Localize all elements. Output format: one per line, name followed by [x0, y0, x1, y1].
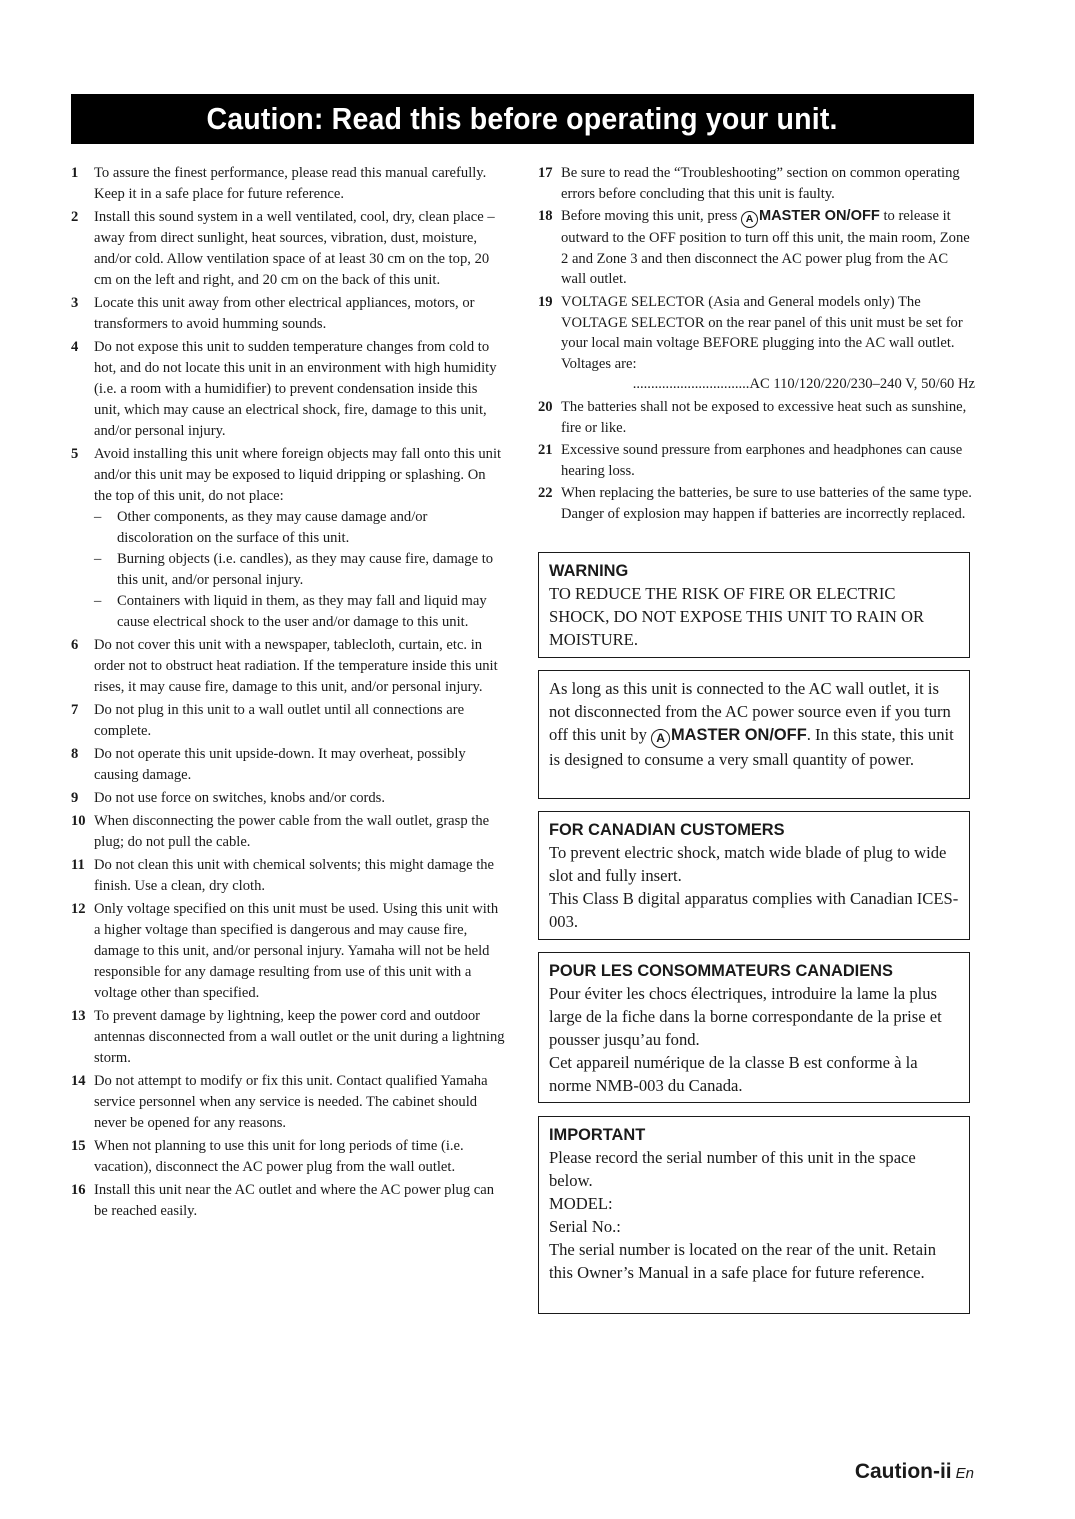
sub-item	[94, 591, 505, 633]
page-title-banner	[71, 94, 974, 144]
serial-field: Serial No.:	[549, 1217, 621, 1236]
caution-item-16	[71, 1180, 505, 1222]
caution-item-22	[538, 483, 975, 524]
sub-item-text: Other components, as they may cause damage and/or discoloration on the surface of this unit.	[117, 509, 428, 546]
item-text: VOLTAGE SELECTOR (Asia and General models only) The VOLTAGE SELECTOR on the rear panel of this unit must be set for your local main voltage BEFORE plugging into the AC wall outlet. Voltages are:	[561, 293, 963, 372]
canadian-text-1: To prevent electric shock, match wide blade of plug to wide slot and fully insert.	[549, 843, 947, 885]
right-column	[538, 163, 975, 527]
item-text: Do not attempt to modify or fix this unit. Contact qualified Yamaha service personnel when any service is needed. The cabinet should never be opened for any reasons.	[94, 1073, 488, 1131]
standby-power-box	[538, 670, 970, 799]
voltage-list: ................................AC 110/120/220/230–240 V, 50/60 Hz	[632, 376, 975, 393]
sub-item-text: Containers with liquid in them, as they may fall and liquid may cause electrical shock to the user and/or damage to this unit.	[117, 593, 487, 630]
item-text: Excessive sound pressure from earphones and headphones can cause hearing loss.	[561, 442, 963, 479]
caution-item-7	[71, 700, 505, 742]
page-title: Caution: Read this before operating your unit.	[206, 101, 839, 136]
caution-item-11	[71, 855, 505, 897]
caution-item-8	[71, 744, 505, 786]
sub-item-text: Burning objects (i.e. candles), as they may cause fire, damage to this unit, and/or personal injury.	[117, 551, 494, 588]
french-title: POUR LES CONSOMMATEURS CANADIENS	[549, 962, 893, 980]
item-text: When replacing the batteries, be sure to use batteries of the same type. Danger of explosion may happen if batteries are incorrectly replaced.	[561, 485, 972, 522]
item-number: 20	[538, 398, 553, 415]
sub-item	[94, 507, 505, 549]
caution-item-9	[71, 788, 505, 809]
warning-title: WARNING	[549, 562, 629, 580]
left-column	[71, 163, 505, 1224]
warning-box	[538, 552, 970, 658]
item-number: 14	[71, 1073, 86, 1089]
item-number: 2	[71, 209, 79, 225]
circled-a-icon: A	[651, 729, 670, 748]
canadian-customers-box	[538, 811, 970, 940]
dash-bullet: –	[94, 593, 102, 609]
item-text: Install this sound system in a well ventilated, cool, dry, clean place – away from direct sunlight, heat sources, vibration, dust, moisture, and/or cold. Allow ventilation space of at least 30 cm on the top, 20 cm on the left and right, and 20 cm on the back of this unit.	[94, 209, 495, 288]
warning-text: TO REDUCE THE RISK OF FIRE OR ELECTRIC SHOCK, DO NOT EXPOSE THIS UNIT TO RAIN OR MOISTURE.	[549, 584, 925, 649]
item-text: Be sure to read the “Troubleshooting” section on common operating errors before concluding that this unit is faulty.	[561, 165, 960, 202]
item-number: 8	[71, 746, 79, 762]
caution-item-6	[71, 635, 505, 698]
caution-item-1	[71, 163, 505, 205]
item-number: 11	[71, 857, 85, 873]
french-canadian-box	[538, 952, 970, 1103]
caution-item-3	[71, 293, 505, 335]
item-number: 19	[538, 293, 553, 310]
item-text: To assure the finest performance, please read this manual carefully. Keep it in a safe place for future reference.	[94, 165, 487, 202]
item-number: 17	[538, 165, 553, 181]
caution-item-21	[538, 440, 975, 481]
page-number: Caution-ii	[854, 1460, 952, 1483]
master-on-off-label: MASTER ON/OFF	[758, 208, 880, 225]
page-footer	[855, 1460, 974, 1484]
canadian-title: FOR CANADIAN CUSTOMERS	[549, 821, 785, 839]
circled-a-icon: A	[741, 211, 758, 228]
item-text: Do not operate this unit upside-down. It may overheat, possibly causing damage.	[94, 746, 466, 783]
model-field: MODEL:	[549, 1194, 613, 1213]
important-text-2: The serial number is located on the rear of the unit. Retain this Owner’s Manual in a safe place for future reference.	[549, 1240, 937, 1282]
important-title: IMPORTANT	[549, 1126, 646, 1144]
item-text: Do not expose this unit to sudden temperature changes from cold to hot, and do not locate this unit in an environment with high humidity (i.e. a room with a humidifier) to prevent condensation inside this unit, which may cause an electrical shock, fire, damage to this unit, and/or personal injury.	[94, 339, 497, 439]
dash-bullet: –	[94, 551, 102, 567]
item-number: 13	[71, 1008, 86, 1024]
item-number: 12	[71, 901, 86, 917]
item-number: 16	[71, 1182, 86, 1198]
item-number: 15	[71, 1138, 86, 1154]
item-text: When disconnecting the power cable from the wall outlet, grasp the plug; do not pull the cable.	[94, 813, 490, 850]
item-number: 10	[71, 813, 86, 829]
caution-item-5	[71, 444, 505, 633]
item-number: 22	[538, 485, 553, 502]
item-text: Do not plug in this unit to a wall outlet until all connections are complete.	[94, 702, 465, 739]
caution-item-20	[538, 397, 975, 438]
item-text-pre: Before moving this unit, press	[561, 208, 741, 225]
caution-item-12	[71, 899, 505, 1004]
item-number: 18	[538, 208, 553, 225]
item-text: Do not use force on switches, knobs and/or cords.	[94, 790, 386, 806]
important-box	[538, 1116, 970, 1314]
caution-item-17	[538, 163, 975, 204]
caution-item-15	[71, 1136, 505, 1178]
item-text: The batteries shall not be exposed to excessive heat such as sunshine, fire or like.	[561, 398, 967, 436]
item-text: Do not clean this unit with chemical solvents; this might damage the finish. Use a clean, dry cloth.	[94, 857, 495, 894]
item-text: Only voltage specified on this unit must be used. Using this unit with a higher voltage than specified is dangerous and may cause fire, damage to this unit, and/or personal injury. Yamaha will not be held responsible for any damage resulting from use of this unit with a voltage other than specified.	[94, 901, 499, 1001]
caution-item-10	[71, 811, 505, 853]
item-number: 1	[71, 165, 79, 181]
item-number: 9	[71, 790, 79, 806]
item-number: 4	[71, 339, 79, 355]
caution-item-19	[538, 292, 975, 395]
master-on-off-label: MASTER ON/OFF	[671, 726, 807, 744]
language-code: En	[955, 1465, 974, 1482]
item-number: 7	[71, 702, 79, 718]
caution-item-14	[71, 1071, 505, 1134]
caution-item-2	[71, 207, 505, 291]
item-text-post: to release it outward to the OFF position to turn off this unit, the main room, Zone 2 and Zone 3 and then disconnect the AC power plug from the AC wall outlet.	[561, 208, 970, 288]
caution-item-18	[538, 206, 975, 290]
item-text: Do not cover this unit with a newspaper, tablecloth, curtain, etc. in order not to obstruct heat radiation. If the temperature inside this unit rises, it may cause fire, damage to this unit, and/or personal injury.	[94, 637, 498, 695]
standby-text-pre: As long as this unit is connected to the AC wall outlet, it is not disconnected from the AC power source even if you turn off this unit by	[549, 679, 951, 744]
item-number: 6	[71, 637, 79, 653]
sub-item	[94, 549, 505, 591]
item-text: Avoid installing this unit where foreign objects may fall onto this unit and/or this unit may be exposed to liquid dripping or splashing. On the top of this unit, do not place:	[94, 446, 502, 504]
item-text: Locate this unit away from other electrical appliances, motors, or transformers to avoid humming sounds.	[94, 295, 475, 332]
canadian-text-2: This Class B digital apparatus complies with Canadian ICES-003.	[549, 889, 959, 931]
item-text: When not planning to use this unit for long periods of time (i.e. vacation), disconnect the AC power plug from the wall outlet.	[94, 1138, 464, 1175]
item-text: Install this unit near the AC outlet and where the AC power plug can be reached easily.	[94, 1182, 495, 1219]
standby-text-post: . In this state, this unit is designed to consume a very small quantity of power.	[549, 725, 954, 769]
important-text-1: Please record the serial number of this unit in the space below.	[549, 1148, 916, 1190]
caution-item-13	[71, 1006, 505, 1069]
french-text-1: Pour éviter les chocs électriques, introduire la lame la plus large de la fiche dans la borne correspondante de la prise et pousser jusqu’au fond.	[549, 984, 942, 1049]
item-number: 21	[538, 442, 553, 459]
item-text: To prevent damage by lightning, keep the power cord and outdoor antennas disconnected from a wall outlet or the unit during a lightning storm.	[94, 1008, 505, 1066]
caution-item-4	[71, 337, 505, 442]
item-number: 5	[71, 446, 79, 462]
french-text-2: Cet appareil numérique de la classe B est conforme à la norme NMB-003 du Canada.	[549, 1053, 918, 1095]
item-number: 3	[71, 295, 79, 311]
dash-bullet: –	[94, 509, 102, 525]
